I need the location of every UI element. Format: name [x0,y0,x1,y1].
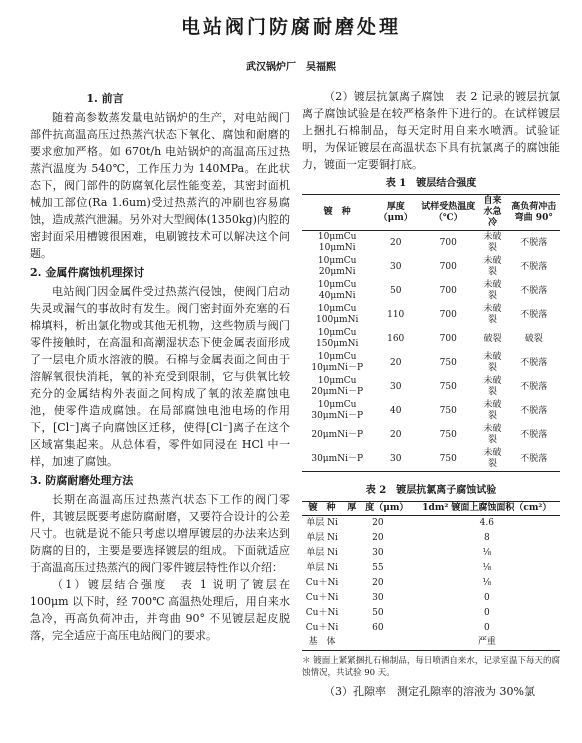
table-cell: 750 [439,429,457,440]
table-cell: 700 [439,237,457,248]
table-cell: 750 [439,405,457,416]
table-cell: 未破裂 [483,424,502,445]
table-cell: 未破裂 [483,256,502,277]
table-cell: 700 [439,285,457,296]
table-row [302,606,560,621]
table-cell: 30 [372,592,384,603]
table-cell: 20 [372,517,384,528]
paragraph-porosity: （3）孔隙率 测定孔隙率的溶液为 30%氯 [324,685,535,698]
table-row [302,351,560,375]
table-cell: ⅛ [482,562,492,573]
table-cell: 0 [483,607,490,618]
table-cell: 20 [389,357,402,368]
table-cell: 未破裂 [483,448,502,469]
table-row [302,279,560,303]
table-header-row [302,502,560,516]
table-cell: Cu＋Ni [305,592,339,603]
table-cell: 10μmCu 100μmNi [316,304,359,325]
table-cell: 30 [389,381,402,392]
table-row [302,531,560,546]
table-cell: 60 [372,622,384,633]
table-cell: 10μmCu 20μmNi－P [311,376,364,397]
table-cell: 700 [439,309,457,320]
right-column [302,88,560,700]
table-cell: 750 [439,381,457,392]
table-cell: 30 [389,261,402,272]
table-cell: 750 [439,357,457,368]
table-cell: 严重 [477,637,496,648]
table-cell: 20μmNi－P [311,429,364,440]
table-cell: 未破裂 [483,304,502,325]
table-cell: 110 [387,309,405,320]
table-cell: 40 [389,405,402,416]
table-cell: 20 [372,577,384,588]
table-cell: Cu＋Ni [305,622,339,633]
table-cell: 单层 Ni [306,547,338,558]
table-cell: 不脱落 [520,453,548,464]
table-cell: 未破裂 [483,400,502,421]
table-row [302,561,560,576]
table-row [302,327,560,351]
table-cell: 55 [372,562,384,573]
table-cell: 10μmCu 20μmNi [317,256,357,277]
column-header: 镀 种 [308,503,336,513]
table-cell: 未破裂 [483,376,502,397]
table-cell: 不脱落 [520,405,548,416]
table-row [302,375,560,399]
table-row [302,576,560,591]
table-cell: 0 [483,622,490,633]
table-cell: 单层 Ni [306,517,338,528]
table-cell: Cu＋Ni [305,607,339,618]
table-cell: 10μmCu 40μmNi [317,280,357,301]
table-row [302,591,560,606]
table-cell: 基 体 [308,637,336,648]
table1-caption: 表 1 镀层结合强度 [385,178,477,189]
table-row [302,516,560,531]
table-cell: 30μmNi－P [311,453,364,464]
table-cell: 8 [483,532,490,543]
table-row [302,231,560,256]
table2-caption: 表 2 镀层抗氯离子腐蚀试验 [365,485,497,496]
column-header: 高负荷冲击弯曲 90° [511,201,557,223]
table-row [302,546,560,561]
table-cell: 未破裂 [483,352,502,373]
table-cell: 未破裂 [483,280,502,301]
table-row [302,636,560,651]
table-cell: 单层 Ni [306,532,338,543]
section-heading-mechanism: 2. 金属件腐蚀机理探讨 [30,266,145,279]
section-heading-method: 3. 防腐耐磨处理方法 [30,474,134,487]
table-cell: 20 [389,429,402,440]
table-cell: 破裂 [483,333,502,344]
table-header-row [302,195,560,231]
table-cell: 0 [483,592,490,603]
table-cell: 10μmCu 150μmNi [316,328,359,349]
table-cell: 不脱落 [520,429,548,440]
bond-strength-table [302,194,560,472]
table-cell: 30 [372,547,384,558]
table-cell: 700 [439,261,457,272]
table-cell: 单层 Ni [306,562,338,573]
paragraph-bond-strength: （1）镀层结合强度 表 1 说明了镀层在 100μm 以下时，经 700℃ 高温热处理后，用自来水急冷，再高负荷冲击，并弯曲 90° 不见镀层起皮脱落，完全适应于高压电站阀门的要求。 [30,578,290,642]
table-cell: 不脱落 [520,237,548,248]
column-header: 自来水急冷 [483,196,502,228]
table-cell: 30 [389,453,402,464]
column-header: 厚度（μm） [378,201,413,223]
column-header: 厚 度（μm） [347,503,409,513]
table-cell: 700 [439,333,457,344]
table-cell: 不脱落 [520,357,548,368]
paragraph-mechanism: 电站阀门因金属件受过热蒸汽侵蚀，使阀门启动失灵或漏气的事故时有发生。阀门密封面外充塞的石棉填料，析出氯化物或其他无机物，这些物质与阀门零件接触时，在高温和高潮湿状态下使金属表面形成了一层电介质水溶液的膜。石棉与金属表面之间由于溶解氧很快消耗，氧的补充受到限制，它与供氧比较充分的金属结构外表面之间构成了氧的浓差腐蚀电池，使零件造成腐蚀。在局部腐蚀电池电场的作用下，[Cl⁻]离子向腐蚀区迁移，使得[Cl⁻]离子在这个区域富集起来。从总体看，零件如同浸在 HCl 中一样，加速了腐蚀。 [30,285,290,468]
table-cell: 10μmCu 10μmNi－P [311,352,364,373]
table-cell: 160 [387,333,405,344]
table-row [302,255,560,279]
table-cell: 不脱落 [520,261,548,272]
table-cell: ⅛ [482,547,492,558]
table-row [302,423,560,447]
table-cell: 4.6 [479,517,494,528]
table2-footnote: ＊ 镀面上紧紧捆扎石棉制品，每日喷洒自来水，记录室温下每天的腐蚀情况，共试验 90 天。 [302,656,560,678]
table-cell: 破裂 [524,333,543,344]
table-row [302,399,560,423]
paragraph-method: 长期在高温高压过热蒸汽状态下工作的阀门零件，其镀层既要考虑防腐耐磨，又要符合设计的公差尺寸。也就是说不能只考虑以增厚镀层的办法来达到防腐的目的，主要是要选择镀层的组成。下面就适应于高温高压过热蒸汽的阀门零件镀层特性作以介绍： [30,493,290,574]
left-column [30,88,290,644]
table-row [302,621,560,636]
paragraph-chloride-resistance: （2）镀层抗氯离子腐蚀 表 2 记录的镀层抗氯离子腐蚀试验是在较严格条件下进行的。在试样镀层上捆扎石棉制品，每天定时用自来水喷洒。试验证明，为保证镀层在高温状态下具有抗氯离子的腐蚀能力，镀面一定要铜打底。 [302,90,560,171]
table-cell: 10μmCu 10μmNi [317,232,357,253]
table-cell: 未破裂 [483,232,502,253]
table-cell: 50 [372,607,384,618]
table-cell: Cu＋Ni [305,577,339,588]
table-cell: 不脱落 [520,309,548,320]
column-header: 1dm² 镀面上腐蚀面积（cm²） [422,503,552,513]
article-title: 电站阀门防腐耐磨处理 [180,16,401,38]
column-header: 镀 种 [323,207,351,217]
table-cell: 10μmCu 30μmNi－P [311,400,364,421]
chloride-corrosion-table [302,501,560,651]
table-cell: 20 [389,237,402,248]
table-cell: 不脱落 [520,381,548,392]
paragraph-preface: 随着高参数蒸发量电站锅炉的生产，对电站阀门部件抗高温高压过热蒸汽状态下氧化、腐蚀和耐磨的要求愈加严格。如 670t/h 电站锅炉的高温高压过热蒸汽温度为 540℃，工作压力为 140MPa。在此状态下，阀门部件的防腐氧化层性能变差，其密封面机械加工部位(Ra 1.6um)受过热蒸汽的冲刷也容易腐蚀，造成蒸汽泄漏。另外对大型阀体(1350kg)内腔的密封面采用槽镀很困难，电刷镀技术可以解决这个问题。 [30,111,290,260]
column-header: 试样受热温度（℃） [421,201,476,223]
table-cell: 750 [439,453,457,464]
table-row [302,303,560,327]
section-heading-preface: 1. 前言 [86,92,124,105]
table-cell: ⅛ [482,577,492,588]
table-cell: 50 [389,285,402,296]
table-cell: 不脱落 [520,285,548,296]
table-cell [342,636,414,651]
author-line: 武汉锅炉厂 吴福熙 [246,62,336,73]
table-row [302,447,560,472]
table-cell: 20 [372,532,384,543]
